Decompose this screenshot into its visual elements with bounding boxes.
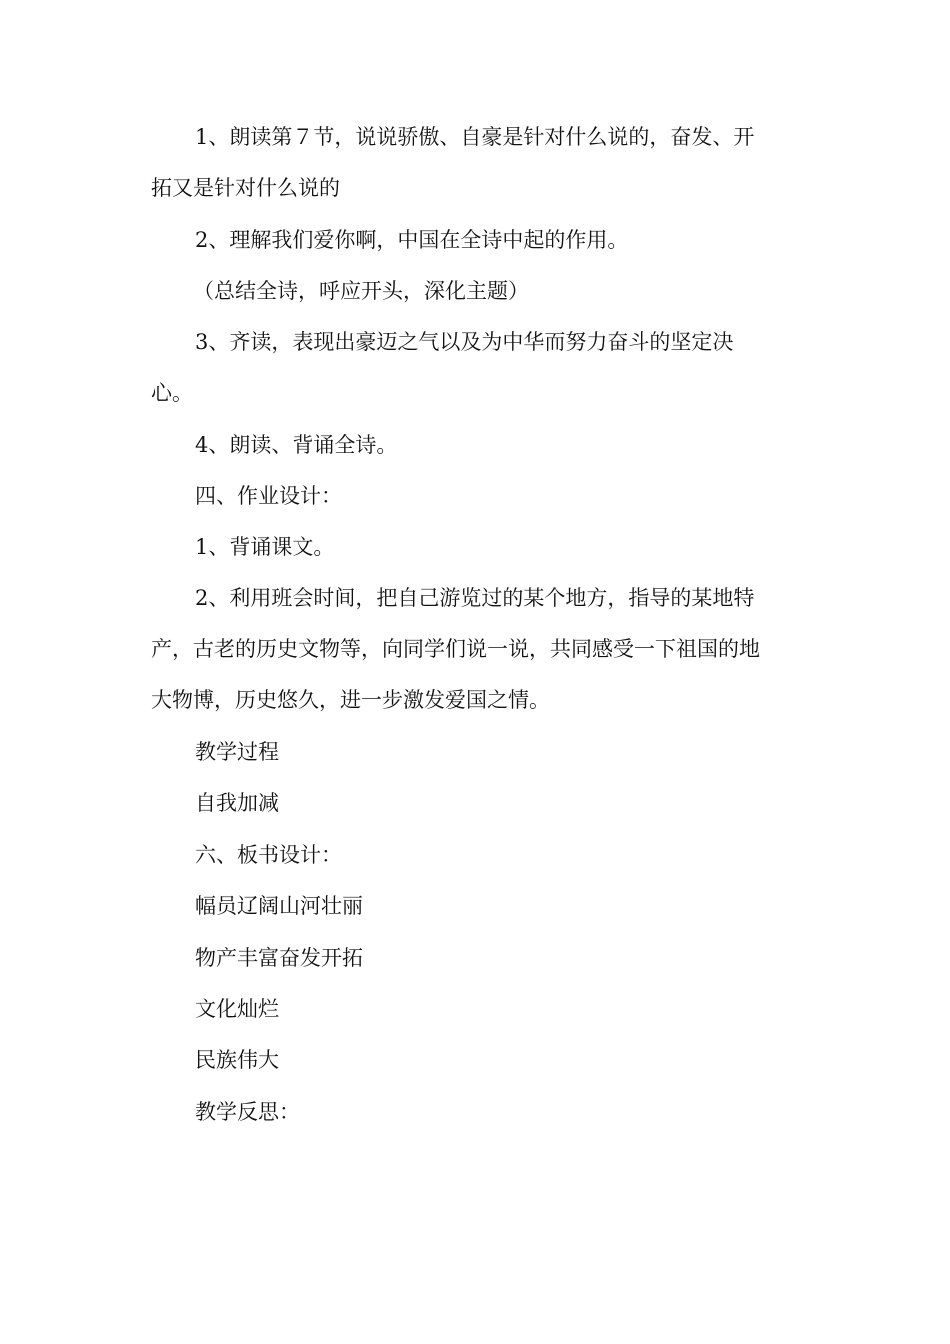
- paragraph-line: 心。: [151, 381, 193, 405]
- paragraph-line: 产，古老的历史文物等，向同学们说一说，共同感受一下祖国的地: [151, 637, 760, 661]
- paragraph-7: [151, 522, 811, 573]
- paragraph-line: 四、作业设计：: [195, 484, 342, 508]
- paragraph-line: 大物博，历史悠久，进一步激发爱国之情。: [151, 688, 550, 712]
- paragraph-line: 1、朗读第７节，说说骄傲、自豪是针对什么说的，奋发、开: [195, 125, 755, 149]
- paragraph-10: [151, 778, 811, 829]
- paragraph-13: [151, 933, 811, 984]
- paragraph-line: （总结全诗，呼应开头，深化主题）: [193, 279, 529, 303]
- paragraph-line: 物产丰富奋发开拓: [195, 946, 363, 970]
- section-heading-homework: [151, 471, 811, 522]
- paragraph-line: 文化灿烂: [195, 997, 279, 1021]
- paragraph-line: 4、朗读、背诵全诗。: [195, 433, 398, 457]
- paragraph-9: [151, 727, 811, 778]
- paragraph-4: [151, 317, 811, 419]
- paragraph-1: [151, 112, 811, 214]
- paragraph-line: 拓又是针对什么说的: [151, 176, 340, 200]
- paragraph-line: 1、背诵课文。: [195, 535, 335, 559]
- paragraph-14: [151, 984, 811, 1035]
- paragraph-line: 2、理解我们爱你啊，中国在全诗中起的作用。: [195, 228, 629, 252]
- section-heading-reflection: [151, 1087, 811, 1138]
- paragraph-line: 2、利用班会时间，把自己游览过的某个地方，指导的某地特: [195, 586, 755, 610]
- paragraph-2: [151, 215, 811, 266]
- paragraph-line: 幅员辽阔山河壮丽: [195, 894, 363, 918]
- paragraph-line: 3、齐读，表现出豪迈之气以及为中华而努力奋斗的坚定决: [195, 330, 734, 354]
- paragraph-3: [151, 266, 811, 317]
- paragraph-5: [151, 420, 811, 471]
- paragraph-line: 教学过程: [195, 740, 279, 764]
- paragraph-8: [151, 573, 811, 726]
- paragraph-line: 教学反思：: [195, 1100, 300, 1124]
- paragraph-15: [151, 1035, 811, 1086]
- paragraph-12: [151, 881, 811, 932]
- paragraph-line: 民族伟大: [195, 1048, 279, 1072]
- section-heading-board-design: [151, 830, 811, 881]
- paragraph-line: 自我加减: [195, 791, 279, 815]
- paragraph-line: 六、板书设计：: [195, 843, 342, 867]
